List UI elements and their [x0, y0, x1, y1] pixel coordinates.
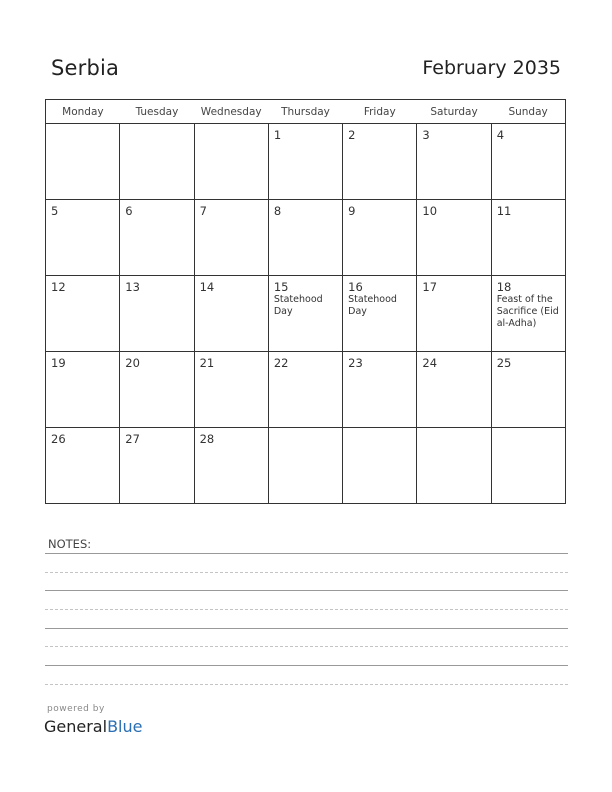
- weekday-header: Sunday: [491, 100, 565, 124]
- day-cell: [343, 428, 417, 504]
- day-cell: [417, 428, 491, 504]
- day-number: 8: [273, 204, 282, 218]
- weekday-header: Wednesday: [194, 100, 268, 124]
- day-number: 6: [125, 204, 133, 218]
- day-cell: [417, 276, 491, 352]
- day-cell: [268, 124, 342, 200]
- day-number: 19: [51, 356, 66, 370]
- brand-general: General: [44, 717, 108, 736]
- day-number: 4: [496, 128, 505, 142]
- day-number: 10: [422, 204, 438, 218]
- day-number: 5: [51, 204, 59, 218]
- weekday-header: Friday: [343, 100, 417, 124]
- weekday-header-row: [46, 100, 566, 124]
- weekday-header: Tuesday: [120, 100, 194, 124]
- holiday-label: Statehood Day: [348, 294, 397, 317]
- weekday-header: Thursday: [268, 100, 342, 124]
- day-number: 11: [496, 204, 512, 218]
- day-number: 3: [422, 128, 430, 142]
- week-row: [46, 428, 566, 504]
- day-cell: [194, 352, 268, 428]
- day-cell: [343, 124, 417, 200]
- day-cell: [417, 124, 491, 200]
- notes-line: [45, 628, 568, 629]
- day-number: 13: [125, 280, 140, 294]
- notes-line: [45, 684, 568, 685]
- week-row: [46, 276, 566, 352]
- notes-line: [45, 553, 568, 554]
- day-cell: [46, 124, 120, 200]
- day-number: 21: [199, 356, 215, 370]
- day-cell: [491, 200, 565, 276]
- day-number: 1: [273, 128, 282, 142]
- notes-line: [45, 646, 568, 647]
- holiday-label: Statehood Day: [273, 294, 323, 317]
- week-row: [46, 124, 566, 200]
- day-number: 9: [348, 204, 356, 218]
- day-number: 16: [348, 280, 363, 294]
- notes-line: [45, 572, 568, 573]
- day-cell: [194, 276, 268, 352]
- day-cell: [268, 352, 342, 428]
- day-number: 24: [422, 356, 438, 370]
- day-cell: [120, 124, 194, 200]
- day-cell: [46, 200, 120, 276]
- notes-line: [45, 665, 568, 666]
- day-cell: [491, 276, 565, 352]
- day-cell: [120, 200, 194, 276]
- day-number: 15: [273, 280, 289, 294]
- day-cell: [194, 200, 268, 276]
- day-cell: [343, 200, 417, 276]
- day-number: 22: [273, 356, 289, 370]
- weekday-header: Monday: [46, 100, 120, 124]
- brand-blue: Blue: [107, 717, 143, 736]
- day-number: 26: [51, 432, 66, 446]
- day-number: 17: [422, 280, 438, 294]
- day-number: 20: [125, 356, 140, 370]
- day-cell: [268, 428, 342, 504]
- month-year-title: February 2035: [422, 57, 561, 79]
- day-cell: [417, 200, 491, 276]
- day-cell: [343, 352, 417, 428]
- day-cell: [46, 352, 120, 428]
- day-cell: [491, 124, 565, 200]
- day-number: 7: [199, 204, 207, 218]
- generalblue-logo[interactable]: [44, 717, 142, 736]
- notes-line: [45, 609, 568, 610]
- week-row: [46, 200, 566, 276]
- day-cell: [120, 276, 194, 352]
- day-cell: [417, 352, 491, 428]
- day-cell: [268, 200, 342, 276]
- notes-line: [45, 590, 568, 591]
- day-cell: [120, 352, 194, 428]
- day-number: 25: [496, 356, 512, 370]
- day-cell: [46, 428, 120, 504]
- country-title: Serbia: [51, 56, 120, 80]
- notes-label: NOTES:: [48, 537, 92, 551]
- day-number: 27: [125, 432, 140, 446]
- holiday-label: Feast of the Sacrifice (Eid al-Adha): [496, 294, 559, 329]
- day-number: 18: [496, 280, 512, 294]
- day-cell: [491, 428, 565, 504]
- day-cell: [268, 276, 342, 352]
- day-number: 28: [199, 432, 215, 446]
- day-cell: [120, 428, 194, 504]
- day-number: 2: [348, 128, 356, 142]
- day-cell: [46, 276, 120, 352]
- calendar-grid: [45, 99, 566, 504]
- day-cell: [491, 352, 565, 428]
- day-number: 12: [51, 280, 66, 294]
- day-cell: [194, 428, 268, 504]
- day-number: 23: [348, 356, 363, 370]
- week-row: [46, 352, 566, 428]
- powered-by-text: powered by: [47, 704, 105, 714]
- day-cell: [194, 124, 268, 200]
- weekday-header: Saturday: [417, 100, 491, 124]
- day-number: 14: [199, 280, 215, 294]
- day-cell: [343, 276, 417, 352]
